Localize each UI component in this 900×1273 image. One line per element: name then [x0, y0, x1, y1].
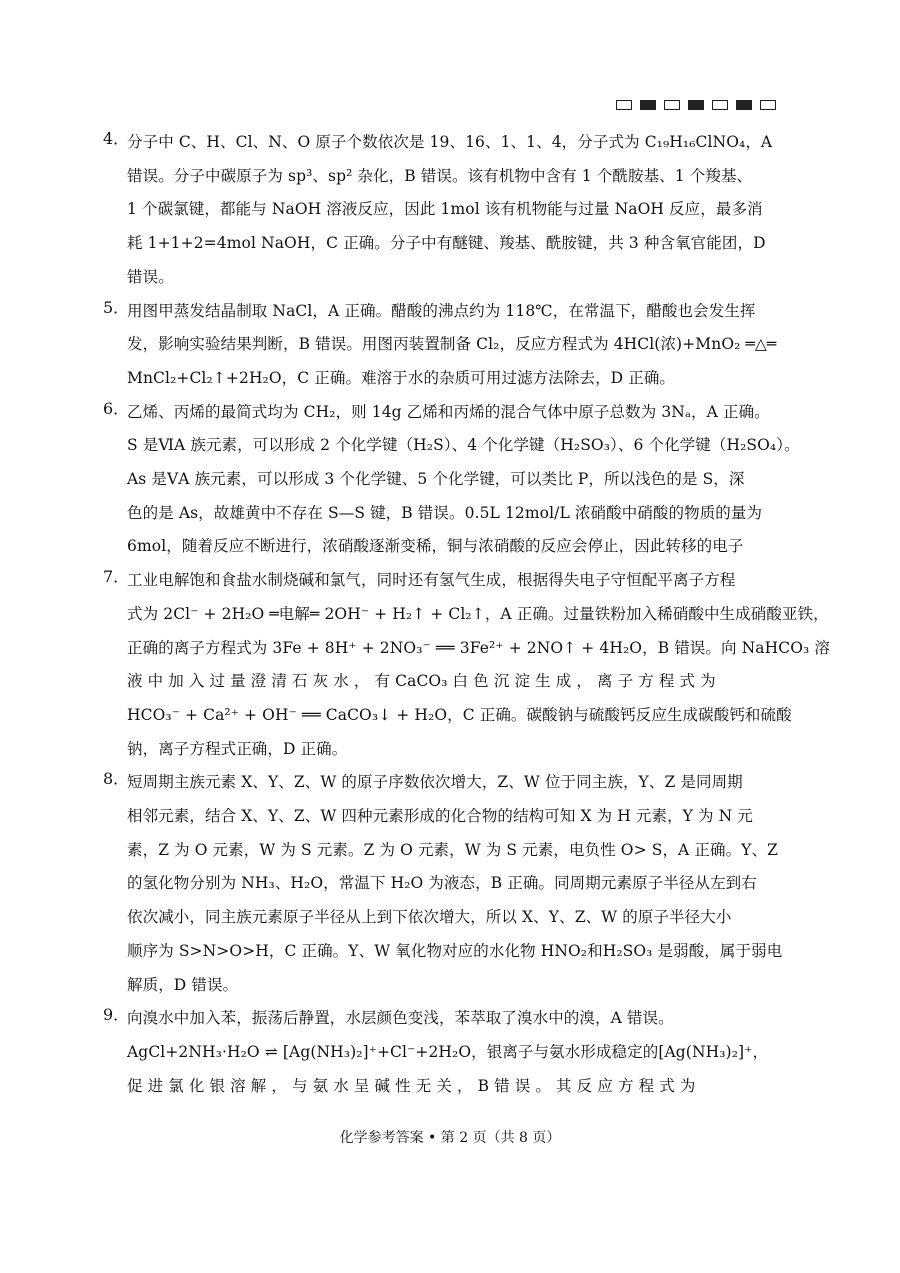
answer-line: 正确的离子方程式为 3Fe + 8H⁺ + 2NO₃⁻ ══ 3Fe²⁺ + 2NO↑ + 4H₂O，B 错误。向 NaHCO₃ 溶	[127, 638, 830, 657]
answer-line: 式为 2Cl⁻ + 2H₂O ═电解═ 2OH⁻ + H₂↑ + Cl₂↑，A 正确。过量铁粉加入稀硝酸中生成硝酸亚铁，	[127, 604, 829, 623]
answers-body	[103, 126, 830, 1103]
answer-line: AgCl+2NH₃·H₂O ⇌ [Ag(NH₃)₂]⁺+Cl⁻+2H₂O，银离子与氨水形成稳定的[Ag(NH₃)₂]⁺，	[127, 1042, 769, 1061]
answer-line: MnCl₂+Cl₂↑+2H₂O，C 正确。难溶于水的杂质可用过滤方法除去，D 正确。	[127, 368, 676, 387]
answer-line: 相邻元素，结合 X、Y、Z、W 四种元素形成的化合物的结构可知 X 为 H 元素，Y 为 N 元	[127, 807, 753, 826]
marker-square-filled	[736, 100, 752, 110]
answer-line: 工业电解饱和食盐水制烧碱和氯气，同时还有氢气生成，根据得失电子守恒配平离子方程	[127, 571, 736, 590]
answer-line: 的氢化物分别为 NH₃、H₂O，常温下 H₂O 为液态，B 正确。同周期元素原子半径从左到右	[127, 874, 757, 893]
answer-item-8	[103, 766, 783, 1002]
marker-square-filled	[688, 100, 704, 110]
answer-line: 色的是 As，故雄黄中不存在 S—S 键，B 错误。0.5L 12mol/L 浓硝酸中硝酸的物质的量为	[127, 503, 763, 522]
answer-number: 4．	[103, 129, 130, 148]
answer-line: 分子中 C、H、Cl、N、O 原子个数依次是 19、16、1、1、4，分子式为 C₁₉H₁₆ClNO₄，A	[127, 133, 773, 151]
answer-number: 9．	[103, 1005, 130, 1025]
marker-square-empty	[760, 100, 776, 110]
answer-line: S 是ⅥA 族元素，可以形成 2 个化学键（H₂S）、4 个化学键（H₂SO₃）、6 个化学键（H₂SO₄）。	[127, 436, 800, 455]
answer-line: 短周期主族元素 X、Y、Z、W 的原子序数依次增大，Z、W 位于同主族，Y、Z 是同周期	[127, 773, 743, 792]
answer-line: 错误。分子中碳原子为 sp³、sp² 杂化，B 错误。该有机物中含有 1 个酰胺基、1 个羧基、	[127, 166, 753, 185]
page-marker-squares	[616, 100, 776, 110]
marker-square-empty	[712, 100, 728, 110]
answer-item-5	[103, 295, 777, 396]
answer-number: 5．	[103, 297, 130, 317]
answer-line: 耗 1+1+2=4mol NaOH，C 正确。分子中有醚键、羧基、酰胺键，共 3 种含氧官能团，D	[127, 234, 766, 253]
answer-number: 8．	[103, 769, 130, 789]
marker-square-empty	[664, 100, 680, 110]
marker-square-empty	[616, 100, 632, 110]
answer-number: 7．	[103, 567, 130, 587]
answer-line: 发，影响实验结果判断，B 错误。用图丙装置制备 Cl₂，反应方程式为 4HCl(浓)+MnO₂ ═△═	[127, 335, 777, 354]
answer-line: 6mol，随着反应不断进行，浓硝酸逐渐变稀，铜与浓硝酸的反应会停止，因此转移的电子	[127, 537, 744, 556]
answer-item-6	[103, 396, 800, 565]
answer-line: 解质，D 错误。	[127, 975, 239, 994]
answer-line: As 是ⅤA 族元素，可以形成 3 个化学键、5 个化学键，可以类比 P，所以浅色的是 S，深	[127, 470, 745, 489]
answer-item-7	[103, 564, 830, 766]
answer-line: HCO₃⁻ + Ca²⁺ + OH⁻ ══ CaCO₃↓ + H₂O，C 正确。碳酸钠与硫酸钙反应生成碳酸钙和硫酸	[127, 705, 792, 724]
answer-item-9	[103, 1002, 775, 1103]
answer-line: 1 个碳氯键，都能与 NaOH 溶液反应，因此 1mol 该有机物能与过量 NaOH 反应，最多消	[127, 200, 763, 219]
marker-square-filled	[640, 100, 656, 110]
answer-line: 素，Z 为 O 元素，W 为 S 元素。Z 为 O 元素，W 为 S 元素，电负性 O> S，A 正确。Y、Z	[127, 840, 778, 859]
answer-line: 液 中 加 入 过 量 澄 清 石 灰 水 ， 有 CaCO₃ 白 色 沉 淀 生 成 ， 离 子 方 程 式 为	[127, 672, 716, 691]
answer-line: 钠，离子方程式正确，D 正确。	[127, 739, 348, 758]
answer-line: 用图甲蒸发结晶制取 NaCl，A 正确。醋酸的沸点约为 118℃，在常温下，醋酸也会发生挥	[127, 301, 756, 320]
answer-line: 依次减小，同主族元素原子半径从上到下依次增大，所以 X、Y、Z、W 的原子半径大小	[127, 908, 732, 927]
page-footer: 化学参考答案 • 第 2 页（共 8 页）	[339, 1130, 561, 1146]
answer-line: 促 进 氯 化 银 溶 解 ， 与 氨 水 呈 碱 性 无 关 ， B 错 误 。 其 反 应 方 程 式 为	[127, 1076, 696, 1095]
answer-item-4	[103, 126, 775, 295]
answer-line: 向溴水中加入苯，振荡后静置，水层颜色变浅，苯萃取了溴水中的溴，A 错误。	[127, 1009, 674, 1028]
answer-line: 顺序为 S>N>O>H，C 正确。Y、W 氧化物对应的水化物 HNO₂和H₂SO₃ 是弱酸，属于弱电	[127, 941, 783, 960]
answer-line: 乙烯、丙烯的最简式均为 CH₂，则 14g 乙烯和丙烯的混合气体中原子总数为 3Nₐ，A 正确。	[127, 402, 770, 421]
answer-line: 错误。	[127, 267, 174, 286]
answer-number: 6．	[103, 398, 130, 418]
